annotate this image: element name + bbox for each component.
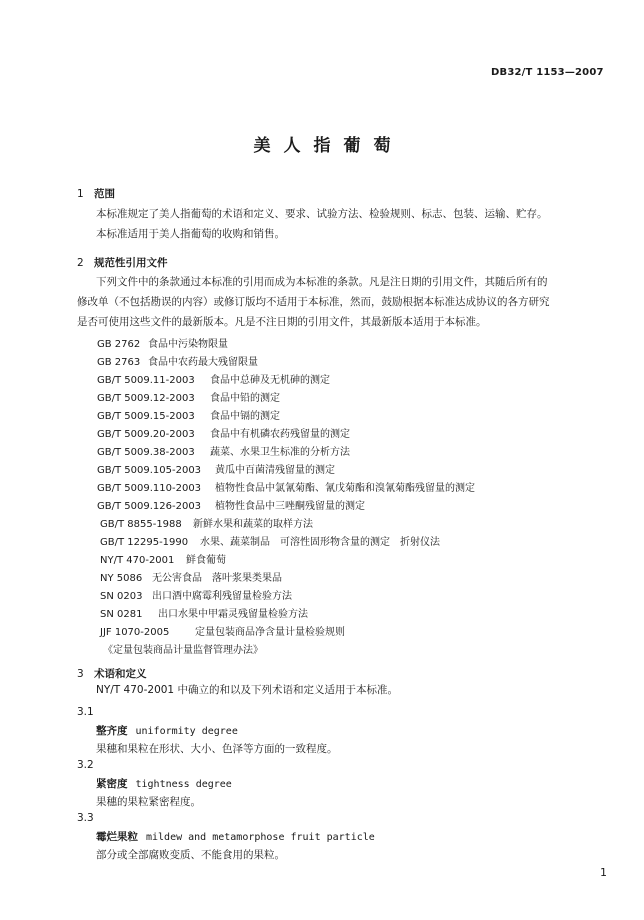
reference-title: 定量包装商品净含量计量检验规则 — [195, 627, 345, 638]
reference-code: GB/T 5009.110-2003 — [97, 483, 202, 494]
reference-code: GB/T 5009.38-2003 — [97, 447, 195, 458]
reference-code: GB 2762 — [97, 339, 141, 350]
reference-item — [100, 515, 313, 530]
reference-code: GB/T 5009.126-2003 — [97, 501, 202, 512]
clause-number: 3.1 — [77, 706, 94, 718]
term-heading — [96, 723, 238, 738]
reference-code: NY 5086 — [100, 573, 143, 584]
reference-code: GB 2763 — [97, 357, 141, 368]
clause-number: 3.2 — [77, 759, 94, 771]
reference-code: JJF 1070-2005 — [100, 627, 170, 638]
reference-item — [97, 371, 330, 386]
reference-item — [100, 605, 308, 620]
reference-title: 水果、蔬菜制品 可溶性固形物含量的测定 折射仪法 — [200, 537, 440, 548]
paragraph-line: 本标准规定了美人指葡萄的术语和定义、要求、试验方法、检验规则、标志、包装、运输、贮存。 — [96, 208, 548, 220]
reference-title: 新鲜水果和蔬菜的取样方法 — [193, 519, 313, 530]
term-definition: 果穗和果粒在形状、大小、色泽等方面的一致程度。 — [96, 743, 338, 755]
document-number: DB32/T 1153—2007 — [491, 67, 604, 78]
section-title: 术语和定义 — [94, 668, 147, 680]
section-number: 3 — [77, 668, 84, 680]
reference-code: GB/T 5009.105-2003 — [97, 465, 202, 476]
paragraph-line: NY/T 470-2001 中确立的和以及下列术语和定义适用于本标准。 — [96, 684, 398, 696]
reference-code: GB/T 5009.11-2003 — [97, 375, 195, 386]
section-heading — [77, 666, 147, 681]
reference-item — [97, 389, 280, 404]
term-en: uniformity degree — [135, 726, 238, 737]
reference-title: 植物性食品中三唑酮残留量的测定 — [215, 501, 365, 512]
section-heading — [77, 255, 168, 270]
reference-title: 出口水果中甲霜灵残留量检验方法 — [158, 609, 308, 620]
reference-title: 食品中总砷及无机砷的测定 — [210, 375, 330, 386]
reference-item — [103, 641, 263, 656]
reference-item — [97, 443, 350, 458]
paragraph-line: 下列文件中的条款通过本标准的引用而成为本标准的条款。凡是注日期的引用文件，其随后所有的 — [96, 276, 548, 288]
term-en: mildew and metamorphose fruit particle — [146, 832, 375, 843]
reference-code: SN 0203 — [100, 591, 143, 602]
reference-title: 鲜食葡萄 — [186, 555, 226, 566]
reference-title: 蔬菜、水果卫生标准的分析方法 — [210, 447, 350, 458]
section-number: 2 — [77, 257, 84, 269]
reference-item — [100, 551, 226, 566]
reference-title: 出口酒中腐霉利残留量检验方法 — [152, 591, 292, 602]
reference-title: 食品中污染物限量 — [148, 339, 228, 350]
term-zh: 紧密度 — [96, 778, 128, 790]
term-definition: 果穗的果粒紧密程度。 — [96, 796, 201, 808]
section-title: 规范性引用文件 — [94, 257, 168, 269]
reference-code: GB/T 5009.12-2003 — [97, 393, 195, 404]
section-heading — [77, 186, 115, 201]
term-zh: 整齐度 — [96, 725, 128, 737]
reference-item — [97, 425, 350, 440]
reference-item — [100, 533, 440, 548]
reference-item — [100, 587, 292, 602]
reference-item — [100, 569, 282, 584]
paragraph-line: 本标准适用于美人指葡萄的收购和销售。 — [96, 228, 285, 240]
reference-item — [97, 461, 335, 476]
term-en: tightness degree — [135, 779, 232, 790]
reference-item — [97, 479, 475, 494]
reference-item — [97, 335, 228, 350]
reference-title: 无公害食品 落叶浆果类果品 — [152, 573, 282, 584]
section-title: 范围 — [94, 188, 115, 200]
term-heading — [96, 776, 232, 791]
term-zh: 霉烂果粒 — [96, 831, 138, 843]
reference-title: 植物性食品中氯氰菊酯、氰戊菊酯和溴氰菊酯残留量的测定 — [215, 483, 475, 494]
reference-title: 黄瓜中百菌清残留量的测定 — [215, 465, 335, 476]
reference-item — [100, 623, 345, 638]
reference-code: GB/T 5009.20-2003 — [97, 429, 195, 440]
page-title: 美人指葡萄 — [253, 136, 404, 156]
reference-item — [97, 497, 365, 512]
clause-number: 3.3 — [77, 812, 94, 824]
reference-title: 食品中镉的测定 — [210, 411, 280, 422]
section-number: 1 — [77, 188, 84, 200]
term-definition: 部分或全部腐败变质、不能食用的果粒。 — [96, 849, 285, 861]
reference-code: SN 0281 — [100, 609, 143, 620]
reference-title: 《定量包装商品计量监督管理办法》 — [103, 645, 263, 656]
reference-item — [97, 353, 258, 368]
reference-item — [97, 407, 280, 422]
paragraph-line: 是否可使用这些文件的最新版本。凡是不注日期的引用文件，其最新版本适用于本标准。 — [77, 316, 487, 328]
reference-title: 食品中农药最大残留限量 — [148, 357, 258, 368]
reference-code: GB/T 8855-1988 — [100, 519, 182, 530]
paragraph-line: 修改单（不包括勘误的内容）或修订版均不适用于本标准，然而，鼓励根据本标准达成协议的各方研究 — [77, 296, 550, 308]
reference-code: GB/T 12295-1990 — [100, 537, 189, 548]
page-number: 1 — [600, 866, 607, 879]
reference-code: GB/T 5009.15-2003 — [97, 411, 195, 422]
reference-title: 食品中铅的测定 — [210, 393, 280, 404]
term-heading — [96, 829, 375, 844]
reference-title: 食品中有机磷农药残留量的测定 — [210, 429, 350, 440]
reference-code: NY/T 470-2001 — [100, 555, 175, 566]
